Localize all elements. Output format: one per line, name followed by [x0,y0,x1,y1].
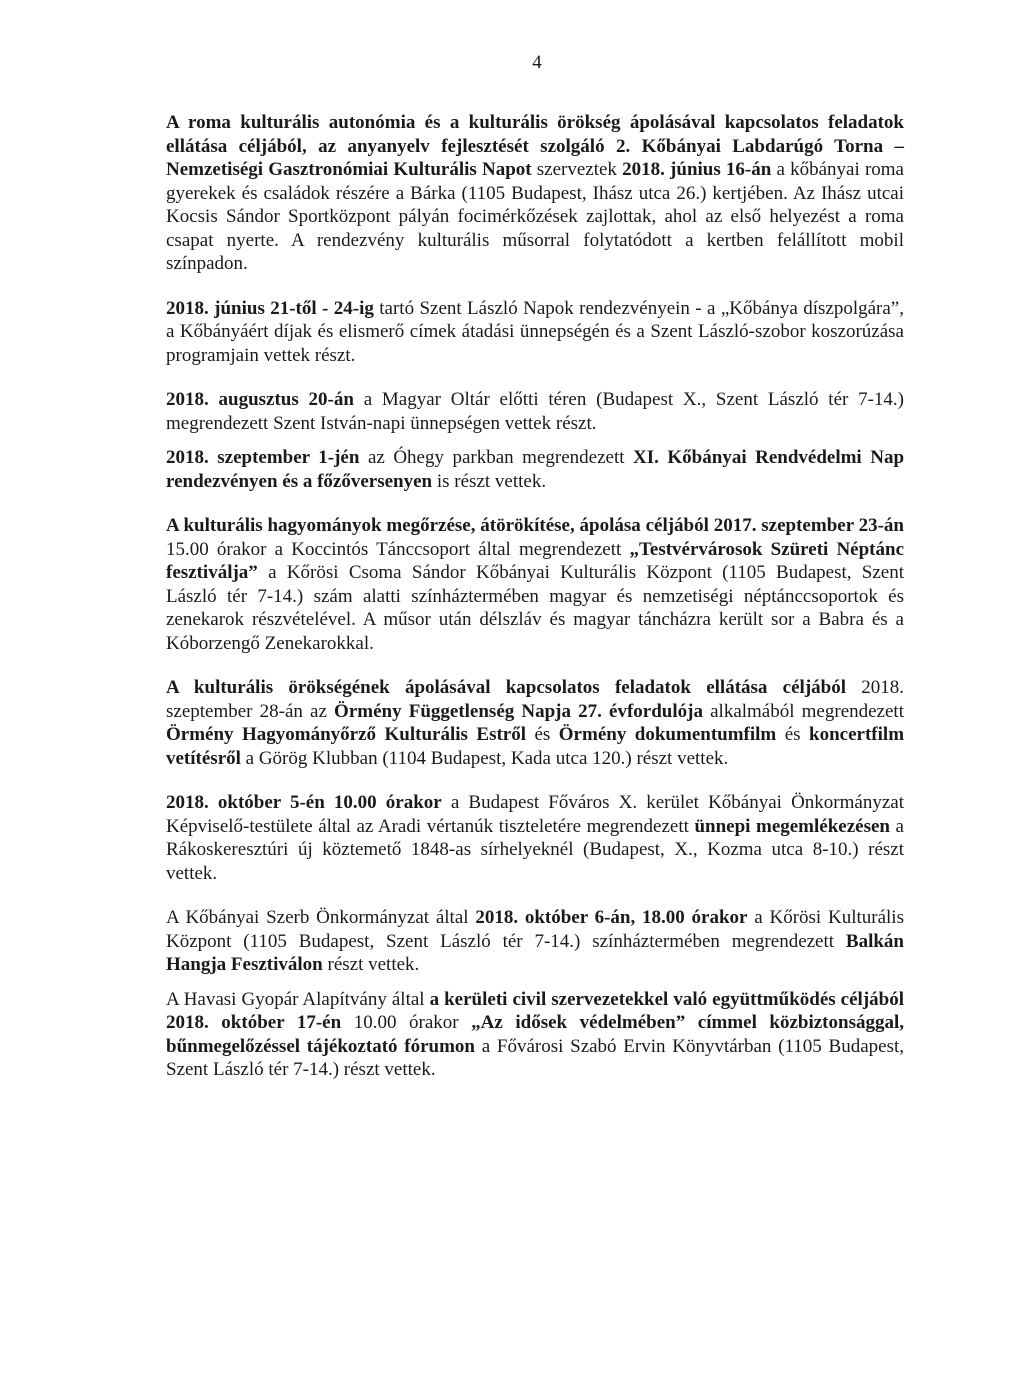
bold-text-run: 2018. szeptember 1-jén [166,447,360,468]
paragraph-ormeny-fuggetlenseg [166,676,904,770]
text-run: a Kőrösi Kulturális Központ (1105 Budapest, Szent László tér 7-14.) színháztermében megrendezett [166,907,904,952]
paragraph-balkan-hangja [166,906,904,977]
text-run: is részt vettek. [432,470,547,492]
bold-text-run: „Az idősek védelmében” címmel közbiztonsággal, bűnmegelőzéssel tájékoztató fórumon [166,1012,904,1057]
page-number: 4 [532,52,542,73]
text-run: a Fővárosi Szabó Ervin Könyvtárban (1105 Budapest, Szent László tér 7-14.) részt vettek. [166,1035,904,1080]
bold-text-run: A kulturális örökségének ápolásával kapcsolatos feladatok ellátása céljából [166,677,846,698]
text-run: részt vettek. [322,954,420,975]
document-body [166,111,904,1082]
text-run: és [526,724,559,745]
paragraph-szent-laszlo-napok [166,297,904,368]
text-run: tartó Szent László Napok rendezvényein - a „Kőbánya díszpolgára”, a Kőbányáért díjak és elismerő címek átadási ünnepségén és a Szent László-szobor koszorúzása programjain vettek részt. [166,297,904,366]
paragraph-idosek-vedelmeben [166,988,904,1082]
bold-text-run: A roma kulturális autonómia és a kulturális örökség ápolásával kapcsolatos feladatok ellátása céljából, az anyanyelv fejlesztését szolgáló 2. Kőbányai Labdarúgó Torna – Nemzetiségi Gasztronómiai Kulturális Napot [166,112,904,180]
text-run: a kőbányai roma gyerekek és családok részére a Bárka (1105 Budapest, Ihász utca 26.) kertjében. Az Ihász utcai Kocsis Sándor Sportközpont pályán focimérkőzések zajlottak, ahol az első helyezést a roma csapat nyerte. A rendezvény kulturális műsorral folytatódott a kertben felállított mobil színpadon. [166,159,904,274]
text-run: a Magyar Oltár előtti téren (Budapest X., Szent László tér 7-14.) megrendezett Szent István-napi ünnepségen vettek részt. [166,389,904,434]
text-run: A Kőbányai Szerb Önkormányzat által [166,907,476,928]
text-run: és [776,724,810,745]
paragraph-aradi-vertanuk [166,791,904,885]
text-run: az Óhegy parkban megrendezett [359,447,634,468]
text-run: szerveztek [531,159,623,180]
text-run: 15.00 órakor a Koccintós Tánccsoport által megrendezett [166,538,630,560]
bold-text-run: koncertfilm vetítésről [166,724,905,769]
bold-text-run: 2018. június 16-án [622,159,772,180]
text-run: alkalmából megrendezett [702,700,904,722]
bold-text-run: 2018. június 21-től - 24-ig [166,297,374,319]
bold-text-run: „Testvérvárosok Szüreti Néptánc fesztiválja” [166,538,904,583]
bold-text-run: 2018. október 6-án, 18.00 órakor [475,907,748,928]
text-run: a Budapest Főváros X. kerület Kőbányai Önkormányzat Képviselő-testülete által az Aradi vértanúk tiszteletére megrendezett [166,792,904,837]
bold-text-run: Örmény Hagyományőrző Kulturális Estről [166,724,526,745]
text-run: A Havasi Gyopár Alapítvány által [166,988,430,1010]
bold-text-run: Örmény dokumentumfilm [558,724,777,745]
bold-text-run: Örmény Függetlenség Napja 27. évfordulója [334,700,703,722]
bold-text-run: 2018. október 5-én 10.00 órakor [166,792,442,813]
text-run: a Görög Klubban (1104 Budapest, Kada utca 120.) részt vettek. [240,747,729,769]
bold-text-run: Balkán Hangja Fesztiválon [166,930,904,975]
bold-text-run: a kerületi civil szervezetekkel való együttműködés céljából 2018. október 17-én [166,988,904,1033]
paragraph-roma-labdarugo-torna [166,111,904,276]
paragraph-rendvedelmi-nap [166,446,904,493]
text-run: 10.00 órakor [341,1012,472,1033]
text-run: 2018. szeptember 28-án az [166,677,905,722]
paragraph-neptanc-fesztival [166,514,904,655]
bold-text-run: A kulturális hagyományok megőrzése, átörökítése, ápolása céljából 2017. szeptember 23-án [166,515,904,536]
text-run: a Rákoskeresztúri új köztemető 1848-as sírhelyeknél (Budapest, X., Kozma utca 8-10.) részt vettek. [166,815,904,884]
bold-text-run: XI. Kőbányai Rendvédelmi Nap rendezvényen és a főzőversenyen [166,447,905,492]
bold-text-run: 2018. augusztus 20-án [166,389,354,410]
text-run: a Kőrösi Csoma Sándor Kőbányai Kulturális Központ (1105 Budapest, Szent László tér 7-14.) szám alatti színháztermében magyar és nemzetiségi néptánccsoportok és zenekarok részvételével. A műsor után délszláv és magyar táncházra került sor a Babra és a Kóborzengő Zenekarokkal. [166,562,904,654]
bold-text-run: ünnepi megemlékezésen [694,815,890,837]
paragraph-augusztus-20 [166,388,904,435]
